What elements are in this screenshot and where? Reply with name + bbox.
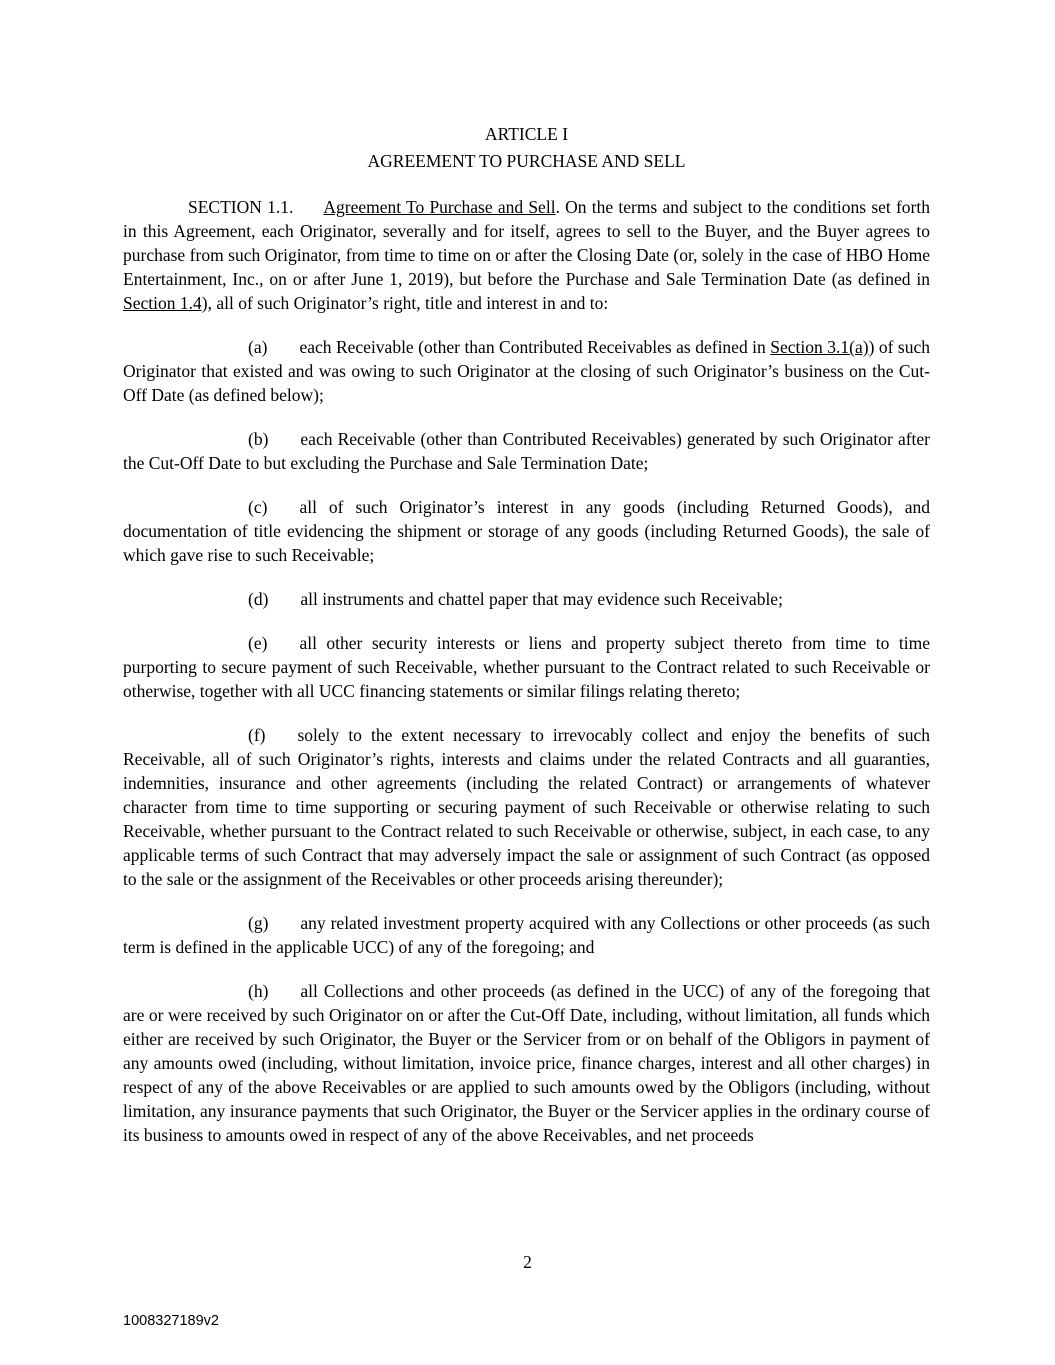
underlined-reference: Section 1.4 [123,293,202,313]
page-number: 2 [523,1252,532,1272]
paragraph-label: (d) [248,589,269,609]
clause-d-paragraph [123,587,930,611]
text-run: all instruments and chattel paper that may evidence such Receivable; [300,589,783,609]
clause-b-paragraph [123,427,930,475]
text-run: any related investment property acquired with any Collections or other proceeds (as such term is defined in the applicable UCC) of any of the foregoing; and [123,913,930,957]
clause-f-paragraph [123,723,930,891]
text-run: ), all of such Originator’s right, title and interest in and to: [201,293,609,313]
text-run: each Receivable (other than Contributed Receivables) generated by such Originator after the Cut-Off Date to but excluding the Purchase and Sale Termination Date; [123,429,930,473]
article-number: ARTICLE I [484,124,569,144]
document-id-stamp: 1008327189v2 [123,1313,219,1329]
section-1-1-paragraph [123,195,930,315]
text-run: ) of such Originator that existed and was owing to such Originator at the closing of such Originator’s business on the Cut-Off Date (as defined below); [123,337,931,405]
page-content [123,121,930,1167]
text-run: each Receivable (other than Contributed Receivables as defined in [299,337,771,357]
text-run: all Collections and other proceeds (as defined in the UCC) of any of the foregoing that are or were received by such Originator on or after the Cut-Off Date, including, without limitation, all funds which either are received by such Originator, the Buyer or the Servicer from or on behalf of the Obligors in payment of any amounts owed (including, without limitation, invoice price, finance charges, interest and all other charges) in respect of any of the above Receivables or are applied to such amounts owed by the Obligors (including, without limitation, any insurance payments that such Originator, the Buyer or the Servicer applies in the ordinary course of its business to amounts owed in respect of any of the above Receivables, and net proceeds [123,981,930,1145]
text-run: all other security interests or liens and property subject thereto from time to time purporting to secure payment of such Receivable, whether pursuant to the Contract related to such Receivable or otherwise, together with all UCC financing statements or similar filings relating thereto; [123,633,930,701]
clause-h-paragraph [123,979,930,1147]
clause-g-paragraph [123,911,930,959]
underlined-reference: Agreement To Purchase and Sell [323,197,556,217]
article-title: AGREEMENT TO PURCHASE AND SELL [367,151,686,171]
document-body [123,195,930,1147]
paragraph-label: (f) [248,725,266,745]
paragraph-label: (b) [248,429,269,449]
article-heading [123,121,930,175]
text-run: solely to the extent necessary to irrevocably collect and enjoy the benefits of such Receivable, all of such Originator’s rights, interests and claims under the related Contracts and all guaranties, indemnities, insurance and other agreements (including the related Contract) or arrangements of whatever character from time to time supporting or securing payment of such Receivable or otherwise relating to such Receivable, whether pursuant to the Contract related to such Receivable or otherwise, subject, in each case, to any applicable terms of such Contract that may adversely impact the sale or assignment of such Contract (as opposed to the sale or the assignment of the Receivables or other proceeds arising thereunder); [123,725,930,889]
paragraph-label: (c) [248,497,268,517]
paragraph-label: (a) [248,337,268,357]
paragraph-label: SECTION 1.1. [188,197,294,217]
clause-c-paragraph [123,495,930,567]
clause-a-paragraph [123,335,930,407]
clause-e-paragraph [123,631,930,703]
underlined-reference: Section 3.1(a) [770,337,869,357]
paragraph-label: (e) [248,633,268,653]
paragraph-label: (h) [248,981,269,1001]
text-run: . On the terms and subject to the conditions set forth in this Agreement, each Originator, severally and for itself, agrees to sell to the Buyer, and the Buyer agrees to purchase from such Originator, from time to time on or after the Closing Date (or, solely in the case of HBO Home Entertainment, Inc., on or after June 1, 2019), but before the Purchase and Sale Termination Date (as defined in [123,197,930,289]
paragraph-label: (g) [248,913,269,933]
text-run: all of such Originator’s interest in any goods (including Returned Goods), and documentation of title evidencing the shipment or storage of any goods (including Returned Goods), the sale of which gave rise to such Receivable; [123,497,930,565]
